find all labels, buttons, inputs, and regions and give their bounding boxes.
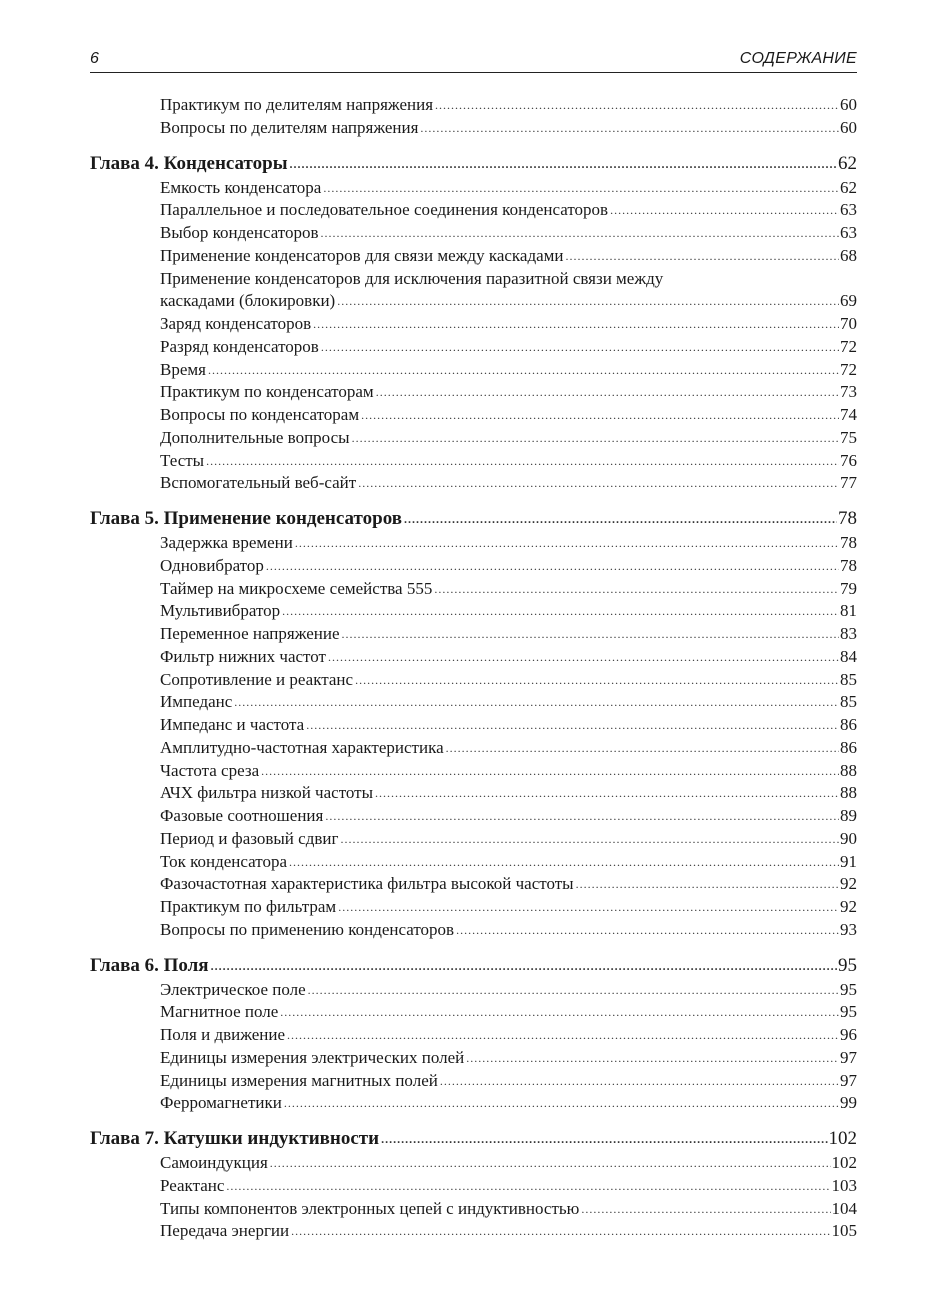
dot-leader xyxy=(576,872,839,896)
dot-leader xyxy=(440,1069,839,1093)
toc-entry-page: 78 xyxy=(838,508,857,529)
toc-entry-title: Импеданс и частота xyxy=(160,714,305,737)
toc-entry[interactable] xyxy=(90,381,857,404)
toc-entry-page: 88 xyxy=(840,783,857,803)
toc-entry-page: 88 xyxy=(840,760,857,780)
dot-leader xyxy=(308,978,839,1002)
toc-entry[interactable] xyxy=(90,919,857,942)
toc-entry-page: 60 xyxy=(840,117,857,137)
toc-entry[interactable] xyxy=(90,1070,857,1093)
toc-entry-title: Передача энергии xyxy=(160,1220,290,1243)
toc-entry-page: 85 xyxy=(840,692,857,712)
toc-entry-title: Ферромагнетики xyxy=(160,1092,283,1115)
toc-entry-page: 85 xyxy=(840,669,857,689)
dot-leader xyxy=(287,1023,839,1047)
toc-entry-title: Заряд конденсаторов xyxy=(160,313,312,336)
dot-leader xyxy=(352,426,839,450)
toc-entry-page: 102 xyxy=(831,1153,857,1172)
toc-entry-page: 69 xyxy=(840,291,857,311)
toc-entry-title: Типы компонентов электронных цепей с индуктивностью xyxy=(160,1198,580,1221)
dot-leader xyxy=(446,736,839,760)
toc-entry-title: Применение конденсаторов для исключения паразитной связи между xyxy=(160,268,664,291)
dot-leader xyxy=(321,335,839,359)
toc-entry[interactable] xyxy=(90,714,857,737)
toc-entry-page: 95 xyxy=(840,1002,857,1022)
toc-entry-title: Тесты xyxy=(160,450,205,473)
toc-entry[interactable] xyxy=(90,896,857,919)
toc-entry-page: 99 xyxy=(840,1093,857,1113)
toc-entry-title: Задержка времени xyxy=(160,532,294,555)
dot-leader xyxy=(306,713,839,737)
toc-entry-title: Одновибратор xyxy=(160,555,265,578)
toc-entry[interactable] xyxy=(90,979,857,1002)
toc-entry-title: Глава 4. Конденсаторы xyxy=(90,151,289,177)
toc-entry[interactable] xyxy=(90,177,857,200)
dot-leader xyxy=(280,1000,839,1024)
toc-entry[interactable] xyxy=(90,1047,857,1070)
dot-leader xyxy=(270,1151,831,1175)
toc-entry[interactable] xyxy=(90,290,857,313)
toc-entry-title: Единицы измерения электрических полей xyxy=(160,1047,465,1070)
toc-entry-title: Глава 7. Катушки индуктивности xyxy=(90,1126,380,1152)
toc-entry[interactable] xyxy=(90,472,857,495)
toc-entry-page: 92 xyxy=(840,874,857,894)
toc-entry-page: 81 xyxy=(840,601,857,621)
toc-entry[interactable] xyxy=(90,532,857,555)
toc-entry-title: Самоиндукция xyxy=(160,1152,269,1175)
toc-entry[interactable] xyxy=(90,1152,857,1175)
toc-entry[interactable] xyxy=(90,404,857,427)
dot-leader xyxy=(261,759,839,783)
toc-entry-title: Частота среза xyxy=(160,760,260,783)
toc-entry[interactable] xyxy=(90,268,857,291)
dot-leader xyxy=(404,505,837,532)
toc-entry-page: 93 xyxy=(840,919,857,939)
toc-entry-title: Поля и движение xyxy=(160,1024,286,1047)
dot-leader xyxy=(456,918,839,942)
toc-entry-title: Единицы измерения магнитных полей xyxy=(160,1070,439,1093)
dot-leader xyxy=(211,952,837,979)
toc-entry[interactable] xyxy=(90,1220,857,1243)
running-title: СОДЕРЖАНИЕ xyxy=(739,50,857,67)
toc-entry[interactable] xyxy=(90,336,857,359)
dot-leader xyxy=(381,1125,827,1152)
dot-leader xyxy=(420,116,839,140)
dot-leader xyxy=(313,312,839,336)
dot-leader xyxy=(581,1197,830,1221)
page-number: 6 xyxy=(90,50,99,67)
toc-entry-page: 84 xyxy=(840,646,857,666)
toc-entry-page: 72 xyxy=(840,359,857,379)
toc-entry-title: Время xyxy=(160,359,207,382)
toc-entry-title: Фильтр нижних частот xyxy=(160,646,327,669)
toc-entry-page: 74 xyxy=(840,405,857,424)
toc-entry[interactable] xyxy=(90,117,857,140)
toc-entry[interactable] xyxy=(90,737,857,760)
dot-leader xyxy=(361,403,839,427)
toc-entry[interactable] xyxy=(90,1024,857,1047)
dot-leader xyxy=(289,850,839,874)
toc-entry[interactable] xyxy=(90,1198,857,1221)
toc-entry[interactable] xyxy=(90,873,857,896)
toc-entry-title: Период и фазовый сдвиг xyxy=(160,828,339,851)
toc-entry-title: Выбор конденсаторов xyxy=(160,222,320,245)
toc-entry-page: 102 xyxy=(828,1128,857,1149)
toc-entry-title: Электрическое поле xyxy=(160,979,307,1002)
toc-entry-page: 95 xyxy=(840,979,857,999)
toc-entry-title: Реактанс xyxy=(160,1175,225,1198)
toc-entry[interactable] xyxy=(90,805,857,828)
toc-entry-page: 70 xyxy=(840,314,857,333)
toc-entry[interactable] xyxy=(90,760,857,783)
toc-chapter-entry[interactable] xyxy=(90,151,857,177)
toc-entry-page: 103 xyxy=(831,1175,857,1195)
dot-leader xyxy=(206,449,839,473)
dot-leader xyxy=(226,1174,830,1198)
toc-entry-title: Глава 6. Поля xyxy=(90,953,210,979)
toc-entry-title: АЧХ фильтра низкой частоты xyxy=(160,782,374,805)
toc-entry[interactable] xyxy=(90,555,857,578)
dot-leader xyxy=(358,471,839,495)
dot-leader xyxy=(610,198,839,222)
toc-entry-title: Фазочастотная характеристика фильтра высокой частоты xyxy=(160,873,575,896)
toc-entry-page: 75 xyxy=(840,427,857,447)
toc-entry[interactable] xyxy=(90,1092,857,1115)
dot-leader xyxy=(355,668,839,692)
toc-entry-title: Емкость конденсатора xyxy=(160,177,322,200)
toc-entry[interactable] xyxy=(90,359,857,382)
toc-entry-page: 105 xyxy=(831,1221,857,1241)
toc-entry[interactable] xyxy=(90,600,857,623)
toc-entry-title: Ток конденсатора xyxy=(160,851,288,874)
toc-entry[interactable] xyxy=(90,450,857,473)
dot-leader xyxy=(290,150,837,177)
toc-entry-title: каскадами (блокировки) xyxy=(160,290,336,313)
toc-entry[interactable] xyxy=(90,782,857,805)
dot-leader xyxy=(328,645,839,669)
toc-entry[interactable] xyxy=(90,94,857,117)
toc-entry-page: 78 xyxy=(840,555,857,575)
toc-entry-page: 63 xyxy=(840,200,857,220)
dot-leader xyxy=(566,244,839,268)
toc-entry[interactable] xyxy=(90,427,857,450)
toc-chapter-entry[interactable] xyxy=(90,1126,857,1152)
toc-entry-page: 86 xyxy=(840,715,857,734)
toc-entry-page: 73 xyxy=(840,382,857,402)
toc-entry[interactable] xyxy=(90,1175,857,1198)
toc-entry-page: 104 xyxy=(831,1198,857,1218)
toc-entry-title: Вопросы по конденсаторам xyxy=(160,404,360,427)
table-of-contents xyxy=(90,94,857,1243)
dot-leader xyxy=(337,289,839,313)
toc-entry-page: 89 xyxy=(840,806,857,825)
toc-entry-page: 63 xyxy=(840,223,857,242)
toc-entry-page: 77 xyxy=(840,473,857,493)
toc-chapter-entry[interactable] xyxy=(90,506,857,532)
dot-leader xyxy=(340,827,839,851)
toc-entry-title: Дополнительные вопросы xyxy=(160,427,351,450)
dot-leader xyxy=(282,599,839,623)
toc-entry-title: Мультивибратор xyxy=(160,600,281,623)
toc-entry-page: 97 xyxy=(840,1047,857,1067)
toc-entry-page: 91 xyxy=(840,851,857,871)
toc-entry[interactable] xyxy=(90,646,857,669)
dot-leader xyxy=(325,804,839,828)
toc-entry-title: Практикум по фильтрам xyxy=(160,896,337,919)
toc-entry-title: Фазовые соотношения xyxy=(160,805,324,828)
dot-leader xyxy=(266,554,839,578)
dot-leader xyxy=(376,380,839,404)
toc-entry-title: Амплитудно-частотная характеристика xyxy=(160,737,445,760)
toc-entry-title: Параллельное и последовательное соединения конденсаторов xyxy=(160,199,609,222)
toc-entry-page: 60 xyxy=(840,95,857,114)
toc-entry-title: Применение конденсаторов для связи между каскадами xyxy=(160,245,565,268)
toc-entry-title: Глава 5. Применение конденсаторов xyxy=(90,506,403,532)
toc-entry[interactable] xyxy=(90,691,857,714)
toc-entry-title: Магнитное поле xyxy=(160,1001,279,1024)
toc-entry[interactable] xyxy=(90,222,857,245)
dot-leader xyxy=(291,1219,830,1243)
dot-leader xyxy=(466,1046,839,1070)
toc-entry-page: 96 xyxy=(840,1025,857,1044)
toc-entry-title: Вспомогательный веб-сайт xyxy=(160,472,357,495)
dot-leader xyxy=(342,622,839,646)
toc-entry-title: Таймер на микросхеме семейства 555 xyxy=(160,578,433,601)
toc-entry[interactable] xyxy=(90,199,857,222)
toc-entry-page: 83 xyxy=(840,624,857,643)
toc-entry[interactable] xyxy=(90,623,857,646)
toc-entry-title: Практикум по делителям напряжения xyxy=(160,94,434,117)
toc-entry[interactable] xyxy=(90,245,857,268)
toc-entry-page: 72 xyxy=(840,336,857,356)
dot-leader xyxy=(375,781,839,805)
dot-leader xyxy=(284,1091,839,1115)
dot-leader xyxy=(434,577,839,601)
toc-entry-page: 95 xyxy=(838,954,857,976)
dot-leader xyxy=(338,895,839,919)
dot-leader xyxy=(435,93,839,117)
dot-leader xyxy=(321,221,839,245)
dot-leader xyxy=(323,176,839,200)
toc-entry-title: Импеданс xyxy=(160,691,233,714)
dot-leader xyxy=(295,531,839,555)
toc-entry-page: 62 xyxy=(838,152,857,174)
toc-entry[interactable] xyxy=(90,828,857,851)
toc-entry-page: 68 xyxy=(840,245,857,265)
toc-entry-title: Сопротивление и реактанс xyxy=(160,669,354,692)
toc-entry[interactable] xyxy=(90,313,857,336)
toc-entry-title: Переменное напряжение xyxy=(160,623,341,646)
toc-entry-title: Практикум по конденсаторам xyxy=(160,381,375,404)
toc-entry-page: 79 xyxy=(840,578,857,598)
toc-entry[interactable] xyxy=(90,669,857,692)
toc-chapter-entry[interactable] xyxy=(90,953,857,979)
toc-entry-page: 62 xyxy=(840,177,857,197)
toc-entry-title: Вопросы по применению конденсаторов xyxy=(160,919,455,942)
toc-entry-page: 90 xyxy=(840,828,857,848)
dot-leader xyxy=(208,358,839,382)
toc-entry-title: Вопросы по делителям напряжения xyxy=(160,117,419,140)
toc-entry-page: 92 xyxy=(840,897,857,916)
toc-entry[interactable] xyxy=(90,851,857,874)
toc-entry-page: 97 xyxy=(840,1070,857,1090)
toc-entry[interactable] xyxy=(90,578,857,601)
toc-entry[interactable] xyxy=(90,1001,857,1024)
toc-entry-title: Разряд конденсаторов xyxy=(160,336,320,359)
page-header xyxy=(90,50,857,73)
toc-entry-page: 76 xyxy=(840,450,857,470)
toc-entry-page: 86 xyxy=(840,737,857,757)
toc-entry-page: 78 xyxy=(840,533,857,552)
dot-leader xyxy=(234,690,839,714)
